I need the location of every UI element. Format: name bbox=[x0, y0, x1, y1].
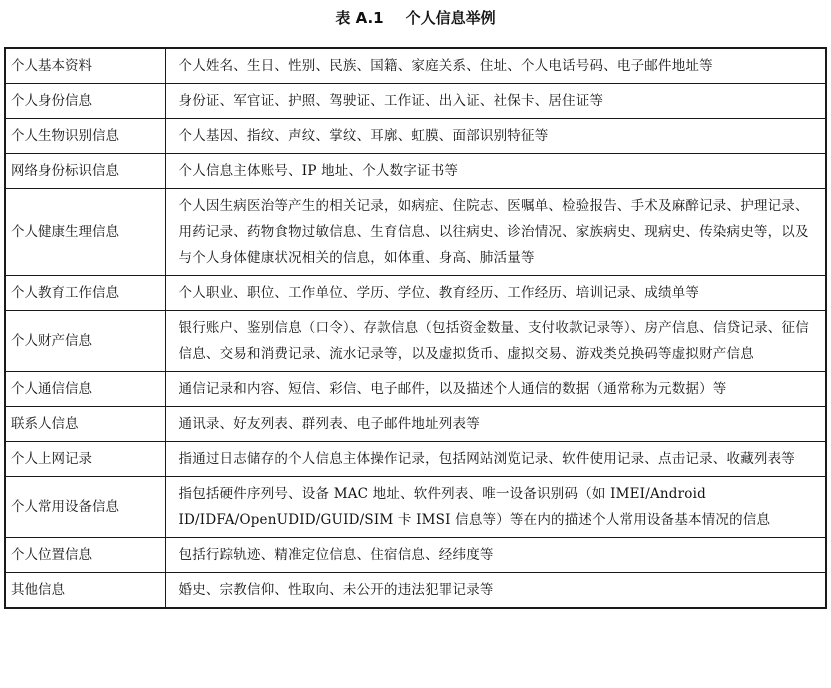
table-row bbox=[5, 84, 826, 119]
table-row bbox=[5, 276, 826, 311]
table-row bbox=[5, 119, 826, 154]
description-cell: 个人姓名、生日、性别、民族、国籍、家庭关系、住址、个人电话号码、电子邮件地址等 bbox=[165, 48, 826, 84]
table-number: 表 A.1 bbox=[335, 9, 384, 27]
category-cell: 个人财产信息 bbox=[5, 311, 165, 372]
table-row bbox=[5, 154, 826, 189]
category-cell: 个人上网记录 bbox=[5, 442, 165, 477]
personal-info-table bbox=[4, 47, 827, 609]
category-cell: 联系人信息 bbox=[5, 407, 165, 442]
category-cell: 个人通信信息 bbox=[5, 372, 165, 407]
table-row bbox=[5, 538, 826, 573]
description-cell: 通信记录和内容、短信、彩信、电子邮件，以及描述个人通信的数据（通常称为元数据）等 bbox=[165, 372, 826, 407]
category-cell: 个人位置信息 bbox=[5, 538, 165, 573]
category-cell: 个人常用设备信息 bbox=[5, 477, 165, 538]
category-cell: 个人生物识别信息 bbox=[5, 119, 165, 154]
description-cell: 包括行踪轨迹、精准定位信息、住宿信息、经纬度等 bbox=[165, 538, 826, 573]
description-cell: 指通过日志储存的个人信息主体操作记录，包括网站浏览记录、软件使用记录、点击记录、收藏列表等 bbox=[165, 442, 826, 477]
table-row bbox=[5, 442, 826, 477]
description-cell: 个人基因、指纹、声纹、掌纹、耳廓、虹膜、面部识别特征等 bbox=[165, 119, 826, 154]
table-title bbox=[0, 6, 831, 30]
table-row bbox=[5, 477, 826, 538]
description-cell: 银行账户、鉴别信息（口令）、存款信息（包括资金数量、支付收款记录等）、房产信息、信贷记录、征信信息、交易和消费记录、流水记录等，以及虚拟货币、虚拟交易、游戏类兑换码等虚拟财产信息 bbox=[165, 311, 826, 372]
description-cell: 身份证、军官证、护照、驾驶证、工作证、出入证、社保卡、居住证等 bbox=[165, 84, 826, 119]
description-cell: 个人职业、职位、工作单位、学历、学位、教育经历、工作经历、培训记录、成绩单等 bbox=[165, 276, 826, 311]
category-cell: 网络身份标识信息 bbox=[5, 154, 165, 189]
table-caption: 个人信息举例 bbox=[405, 9, 496, 27]
table-row bbox=[5, 48, 826, 84]
category-cell: 个人健康生理信息 bbox=[5, 189, 165, 276]
description-cell: 婚史、宗教信仰、性取向、未公开的违法犯罪记录等 bbox=[165, 573, 826, 609]
table-row bbox=[5, 407, 826, 442]
table-row bbox=[5, 189, 826, 276]
table-row bbox=[5, 573, 826, 609]
category-cell: 个人基本资料 bbox=[5, 48, 165, 84]
description-cell: 个人信息主体账号、IP 地址、个人数字证书等 bbox=[165, 154, 826, 189]
table-row bbox=[5, 372, 826, 407]
description-cell: 指包括硬件序列号、设备 MAC 地址、软件列表、唯一设备识别码（如 IMEI/Android ID/IDFA/OpenUDID/GUID/SIM 卡 IMSI 信息等）等在内的描述个人常用设备基本情况的信息 bbox=[165, 477, 826, 538]
table-row bbox=[5, 311, 826, 372]
category-cell: 个人教育工作信息 bbox=[5, 276, 165, 311]
description-cell: 个人因生病医治等产生的相关记录，如病症、住院志、医嘱单、检验报告、手术及麻醉记录、护理记录、用药记录、药物食物过敏信息、生育信息、以往病史、诊治情况、家族病史、现病史、传染病史等，以及与个人身体健康状况相关的信息，如体重、身高、肺活量等 bbox=[165, 189, 826, 276]
category-cell: 其他信息 bbox=[5, 573, 165, 609]
category-cell: 个人身份信息 bbox=[5, 84, 165, 119]
description-cell: 通讯录、好友列表、群列表、电子邮件地址列表等 bbox=[165, 407, 826, 442]
